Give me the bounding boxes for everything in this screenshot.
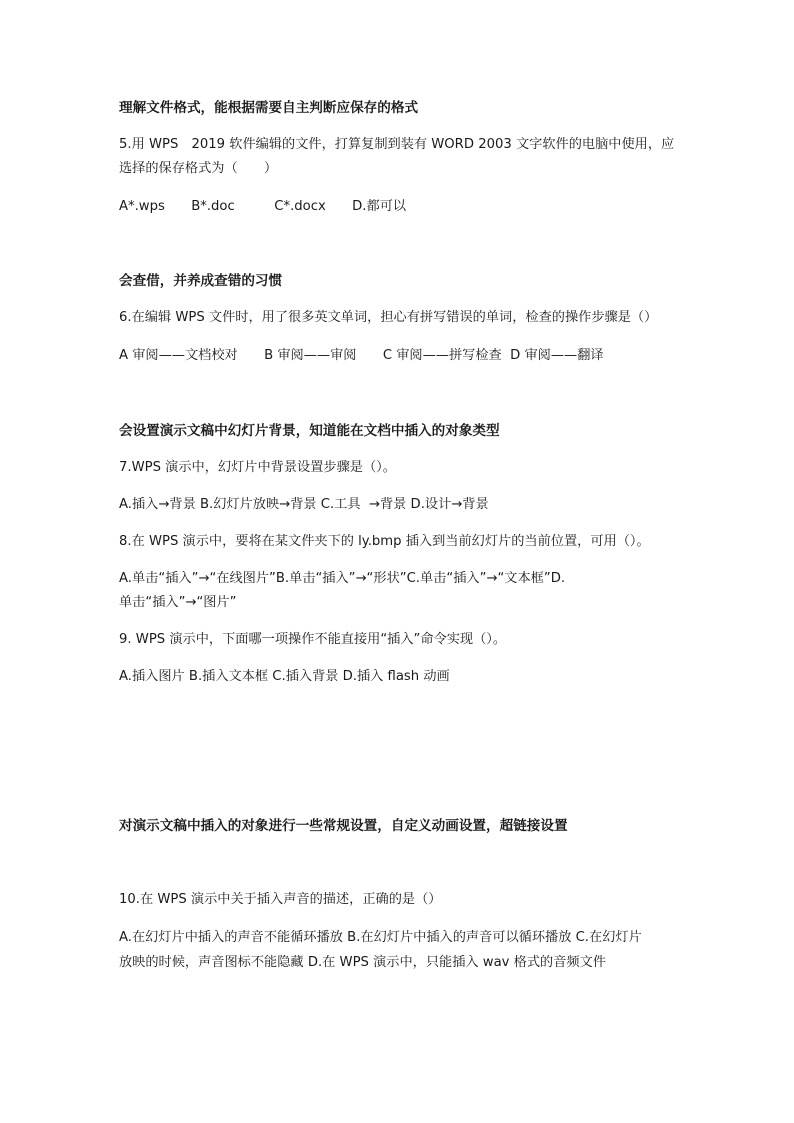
question-5-line-1: 5.用 WPS 2019 软件编辑的文件，打算复制到装有 WORD 2003 文字软件的电脑中使用，应 [119, 137, 675, 152]
question-7-line-1: 7.WPS 演示中，幻灯片中背景设置步骤是（）。 [119, 460, 396, 475]
question-8-options-line-2: 单击“插入”→“图片” [119, 595, 237, 610]
section-heading-spell-check: 会查借，并养成查错的习惯 [119, 273, 283, 289]
section-heading-object-settings: 对演示文稿中插入的对象进行一些常规设置，自定义动画设置，超链接设置 [119, 818, 568, 834]
question-6-options: A 审阅——文档校对 B 审阅——审阅 C 审阅——拼写检查 D 审阅——翻译 [119, 348, 604, 363]
question-10-line-1: 10.在 WPS 演示中关于插入声音的描述，正确的是（） [119, 892, 442, 907]
question-5-line-2: 选择的保存格式为（ ） [119, 161, 278, 176]
question-9-options: A.插入图片 B.插入文本框 C.插入背景 D.插入 flash 动画 [119, 669, 450, 684]
question-7-options: A.插入→背景 B.幻灯片放映→背景 C.工具 →背景 D.设计→背景 [119, 497, 489, 512]
question-10-options-line-2: 放映的时候，声音图标不能隐藏 D.在 WPS 演示中，只能插入 wav 格式的音频文件 [119, 955, 606, 970]
question-6-line-1: 6.在编辑 WPS 文件时，用了很多英文单词，担心有拼写错误的单词，检查的操作步骤是（） [119, 310, 658, 325]
section-heading-file-format: 理解文件格式，能根据需要自主判断应保存的格式 [119, 100, 419, 116]
question-8-line-1: 8.在 WPS 演示中，要将在某文件夹下的 ly.bmp 插入到当前幻灯片的当前位置，可用（）。 [119, 534, 650, 549]
section-heading-slide-background: 会设置演示文稿中幻灯片背景，知道能在文档中插入的对象类型 [119, 423, 500, 439]
question-9-line-1: 9. WPS 演示中，下面哪一项操作不能直接用“插入”命令实现（）。 [119, 632, 507, 647]
question-10-options-line-1: A.在幻灯片中插入的声音不能循环播放 B.在幻灯片中插入的声音可以循环播放 C.在幻灯片 [119, 930, 642, 945]
question-8-options-line-1: A.单击“插入”→“在线图片”B.单击“插入”→“形状”C.单击“插入”→“文本框”D. [119, 571, 566, 586]
question-5-options: A*.wps B*.doc C*.docx D.都可以 [119, 199, 407, 214]
